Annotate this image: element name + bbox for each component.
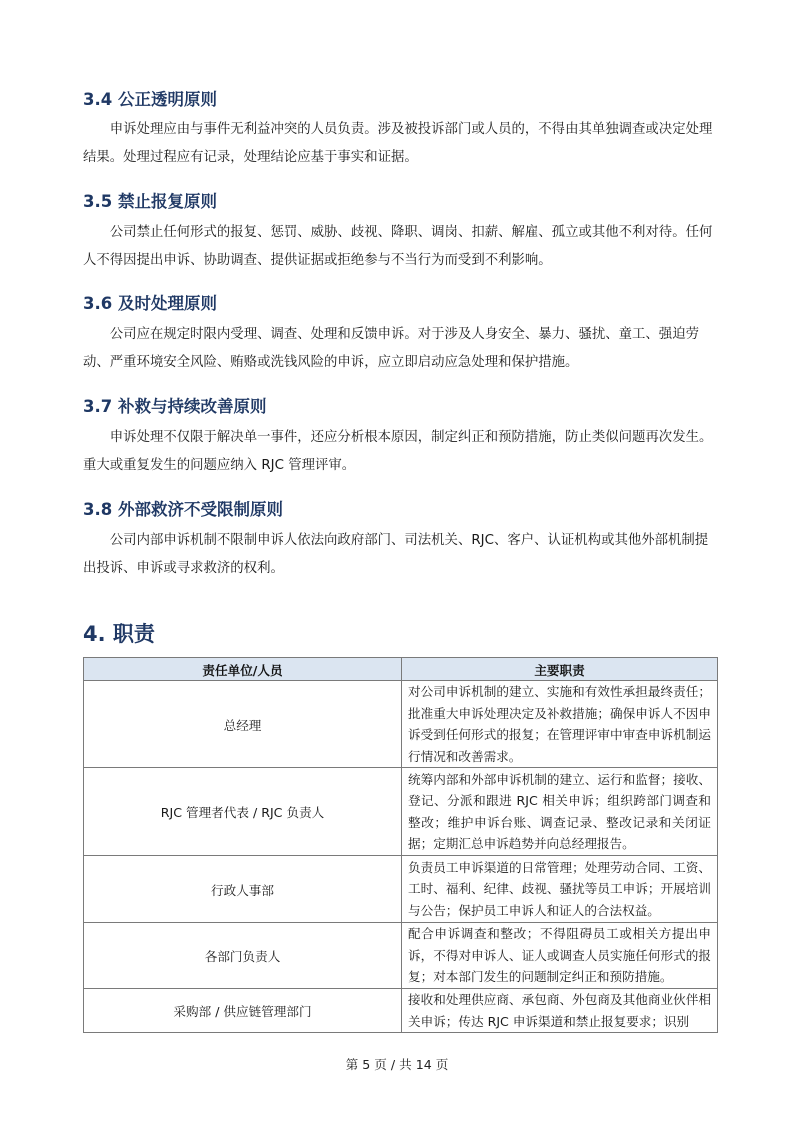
table-cell-unit: RJC 管理者代表 / RJC 负责人 <box>84 768 402 856</box>
section-body-3-6: 公司应在规定时限内受理、调查、处理和反馈申诉。对于涉及人身安全、暴力、骚扰、童工、强迫劳动、严重环境安全风险、贿赂或洗钱风险的申诉，应立即启动应急处理和保护措施。 <box>83 327 699 370</box>
table-cell-unit: 行政人事部 <box>84 856 402 923</box>
section-body-3-7: 申诉处理不仅限于解决单一事件，还应分析根本原因，制定纠正和预防措施，防止类似问题再次发生。重大或重复发生的问题应纳入 RJC 管理评审。 <box>83 430 713 473</box>
section-body-3-5: 公司禁止任何形式的报复、惩罚、威胁、歧视、降职、调岗、扣薪、解雇、孤立或其他不利对待。任何人不得因提出申诉、协助调查、提供证据或拒绝参与不当行为而受到不利影响。 <box>83 225 713 268</box>
table-row <box>84 856 718 923</box>
table-cell-unit: 各部门负责人 <box>84 923 402 989</box>
table-cell-duty: 负责员工申诉渠道的日常管理；处理劳动合同、工资、工时、福利、纪律、歧视、骚扰等员工申诉；开展培训与公告；保护员工申诉人和证人的合法权益。 <box>402 856 718 923</box>
table-row <box>84 768 718 856</box>
responsibility-table <box>83 657 718 1033</box>
section-body-3-4: 申诉处理应由与事件无利益冲突的人员负责。涉及被投诉部门或人员的，不得由其单独调查或决定处理结果。处理过程应有记录，处理结论应基于事实和证据。 <box>83 122 713 165</box>
header-unit: 责任单位/人员 <box>84 658 402 681</box>
table-row <box>84 681 718 768</box>
chapter-title: 4. 职责 <box>83 622 155 646</box>
section-title-3-4: 3.4 公正透明原则 <box>83 90 217 109</box>
section-title-3-5: 3.5 禁止报复原则 <box>83 192 217 211</box>
section-title-3-6: 3.6 及时处理原则 <box>83 294 217 313</box>
section-title-3-7: 3.7 补救与持续改善原则 <box>83 397 267 416</box>
table-cell-duty: 配合申诉调查和整改；不得阻碍员工或相关方提出申诉，不得对申诉人、证人或调查人员实施任何形式的报复；对本部门发生的问题制定纠正和预防措施。 <box>402 923 718 989</box>
page-footer: 第 5 页 / 共 14 页 <box>345 1057 449 1072</box>
table-cell-duty: 接收和处理供应商、承包商、外包商及其他商业伙伴相关申诉；传达 RJC 申诉渠道和禁止报复要求；识别 <box>402 989 718 1033</box>
section-body-3-8: 公司内部申诉机制不限制申诉人依法向政府部门、司法机关、RJC、客户、认证机构或其他外部机制提出投诉、申诉或寻求救济的权利。 <box>83 533 709 576</box>
table-cell-unit: 总经理 <box>84 681 402 768</box>
table-header-row <box>84 658 718 681</box>
header-duty: 主要职责 <box>402 658 718 681</box>
table-row <box>84 923 718 989</box>
section-title-3-8: 3.8 外部救济不受限制原则 <box>83 500 283 519</box>
table-row <box>84 989 718 1033</box>
table-cell-duty: 统筹内部和外部申诉机制的建立、运行和监督；接收、登记、分派和跟进 RJC 相关申诉；组织跨部门调查和整改；维护申诉台账、调查记录、整改记录和关闭证据；定期汇总申诉趋势并向总经理报告。 <box>402 768 718 856</box>
table-cell-duty: 对公司申诉机制的建立、实施和有效性承担最终责任；批准重大申诉处理决定及补救措施；确保申诉人不因申诉受到任何形式的报复；在管理评审中审查申诉机制运行情况和改善需求。 <box>402 681 718 768</box>
table-cell-unit: 采购部 / 供应链管理部门 <box>84 989 402 1033</box>
